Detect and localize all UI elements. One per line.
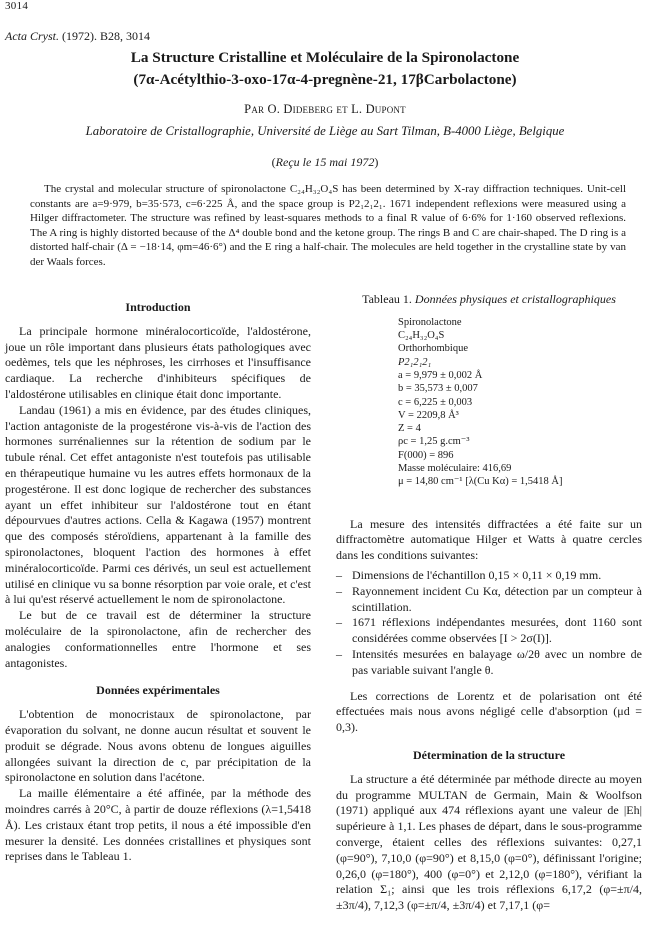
section-heading-experimental: Données expérimentales xyxy=(96,683,220,698)
table-row-space-group: P2₁2₁2₁ xyxy=(398,356,432,368)
table-row-volume: V = 2209,8 Å³ xyxy=(398,409,459,421)
intro-paragraph-1: La principale hormone minéralocorticoïde, l'aldostérone, joue un rôle important dans plusieurs états pathologiques avec oedèmes, tels que les néphroses, les cirrhoses et l'insuffisance cardiaque. La recherche d'inhibiteurs spécifiques de l'aldostérone utilisables en clinique était donc importante. xyxy=(5,323,311,401)
determination-paragraph-1: La structure a été déterminée par méthode directe au moyen du programme MULTAN de Germain, Main & Woolfson (1971) appliqué aux 474 réflexions ayant une valeur de |Eh| supérieure à 1,1. Les phases de départ, dans le sous-programme converge, étaient celles des réflexions suivantes: 0,27,1 (φ=90°), 7,10,0 (φ=90°) et 8,15,0 (φ=0°), définissant l'origine; 0,26,0 (φ=180°), 400 (φ=0°) et 2,12,0 (φ=180°), vérifiant la relation Σ₁; ainsi que les trois réflexions 6,17,2 (φ=±π/4, ±3π/4), 7,12,3 (φ=±π/4, ±3π/4) et 7,17,1 (φ= xyxy=(336,771,642,913)
condition-item: – Dimensions de l'échantillon 0,15 × 0,11 × 0,19 mm. xyxy=(336,568,642,584)
section-heading-determination: Détermination de la structure xyxy=(412,748,566,763)
table-row-compound: Spironolactone xyxy=(398,316,462,328)
article-title xyxy=(0,47,650,91)
citation-details: (1972). B28, 3014 xyxy=(62,29,150,43)
table-1-data xyxy=(398,316,642,489)
condition-item: – 1671 réflexions indépendantes mesurées, dont 1160 sont considérées comme observées [I > 2σ(I)]. xyxy=(336,615,642,647)
condition-item: – Intensités mesurées en balayage ω/2θ avec un nombre de pas variable suivant l'angle θ. xyxy=(336,647,642,679)
page-number: 3014 xyxy=(5,0,29,12)
experimental-paragraph-2: La maille élémentaire a été affinée, par la méthode des moindres carrés à 20°C, à partir de douze réflexions (λ=1,5418 Å). Les cristaux étant trop petits, il nous a été impossible d'en mesurer la densité. Les données cristallines et physiques sont reprises dans le Tableau 1. xyxy=(5,786,311,864)
table-row-c: c = 6,225 ± 0,003 xyxy=(398,396,473,408)
journal-name: Acta Cryst. xyxy=(5,29,59,43)
table-row-z: Z = 4 xyxy=(398,423,421,435)
authors: Par O. Dideberg et L. Dupont xyxy=(244,102,406,116)
corrections-paragraph: Les corrections de Lorentz et de polarisation ont été effectuées mais nous avons négligé celle d'absorption (μd = 0,3). xyxy=(336,688,642,735)
left-column xyxy=(5,292,311,865)
affiliation: Laboratoire de Cristallographie, Université de Liège au Sart Tilman, B-4000 Liège, Belgique xyxy=(85,124,565,138)
table-spacer xyxy=(336,489,642,517)
table-caption-text: Données physiques et cristallographiques xyxy=(414,292,616,306)
title-line-1: La Structure Cristalline et Moléculaire de la Spironolactone xyxy=(130,49,520,66)
table-caption-label: Tableau 1. xyxy=(362,292,412,306)
title-line-2: (7α-Acétylthio-3-oxo-17α-4-pregnène-21, 17βCarbolactone) xyxy=(133,71,517,88)
table-row-system: Orthorhombique xyxy=(398,343,468,355)
table-row-molecular-mass: Masse moléculaire: 416,69 xyxy=(398,463,512,475)
section-heading-introduction: Introduction xyxy=(125,300,191,314)
journal-citation xyxy=(5,29,150,44)
table-row-density: ρc = 1,25 g.cm⁻³ xyxy=(398,436,470,448)
table-row-mu: μ = 14,80 cm⁻¹ [λ(Cu Kα) = 1,5418 Å] xyxy=(398,476,563,488)
abstract: The crystal and molecular structure of spironolactone C₂₄H₃₂O₄S has been determined by X-ray diffraction techniques. Unit-cell constants are a=9·979, b=35·573, c=6·225 Å, and the space group is P2₁2₁2₁. 1671 independent reflexions were measured using a Hilger diffractometer. The structure was refined by least-squares methods to a final R value of 6·6% for 1·160 observed reflexions. The A ring is highly distorted because of the Δ⁴ double bond and the ketone group. The rings B and C are chair-shaped. The D ring is a distorted half-chair (Δ = −18·14, φm=46·6°) and the E ring a half-chair. The molecules are held together in the crystalline state by van der Waals forces. xyxy=(30,183,626,268)
measurement-intro: La mesure des intensités diffractées a été faite sur un diffractomètre automatique Hilger et Watts à quatre cercles dans les conditions suivantes: xyxy=(336,516,642,563)
received-date: (Reçu le 15 mai 1972) xyxy=(271,155,379,169)
table-caption xyxy=(336,292,642,308)
right-column xyxy=(336,292,642,914)
table-row-b: b = 35,573 ± 0,007 xyxy=(398,383,478,395)
conditions-list xyxy=(336,568,642,679)
intro-paragraph-2: Landau (1961) a mis en évidence, par des études cliniques, l'action antagoniste de la progestérone vis-à-vis de l'action des hormones surrénaliennes sur la rétention de sodium par le tubule rénal. Cet effet antagoniste n'est toutefois pas utilisable en thérapeutique humaine vu les autres effets hormonaux de la progestérone. Il est donc logique de rechercher des substances ayant un effet inhibiteur sur l'aldostérone tout en étant dépourvues d'autres actions. Cella & Kagawa (1957) montrent que des composés stéroïdiens, appartenant à la famille des spironolactones, bloquent l'action des hormones à effet minéralocorticoïde. Parmi ces dérivés, un seul est actuellement utilisé en clinique vu sa bonne résorption par voie orale, et c'est à lui qu'est réservé actuellement le nom de spironolactone. xyxy=(5,402,311,607)
intro-paragraph-3: Le but de ce travail est de déterminer la structure moléculaire de la spironolactone, afin de rechercher des analogies conformationnelles entre l'hormone et ses antagonistes. xyxy=(5,608,311,670)
experimental-paragraph-1: L'obtention de monocristaux de spironolactone, par évaporation du solvant, ne donne aucun résultat et souvent le produit se dégrade. Nous avons obtenu de longues aiguilles allongées suivant la direction de c, par précipitation de la spironolactone en solution dans l'acétone. xyxy=(5,707,311,785)
table-row-f000: F(000) = 896 xyxy=(398,449,454,461)
table-row-a: a = 9,979 ± 0,002 Å xyxy=(398,369,483,381)
received-label: Reçu le 15 mai 1972 xyxy=(275,155,375,169)
condition-item: – Rayonnement incident Cu Kα, détection par un compteur à scintillation. xyxy=(336,584,642,616)
table-row-formula: C₂₄H₃₂O₄S xyxy=(398,330,445,342)
